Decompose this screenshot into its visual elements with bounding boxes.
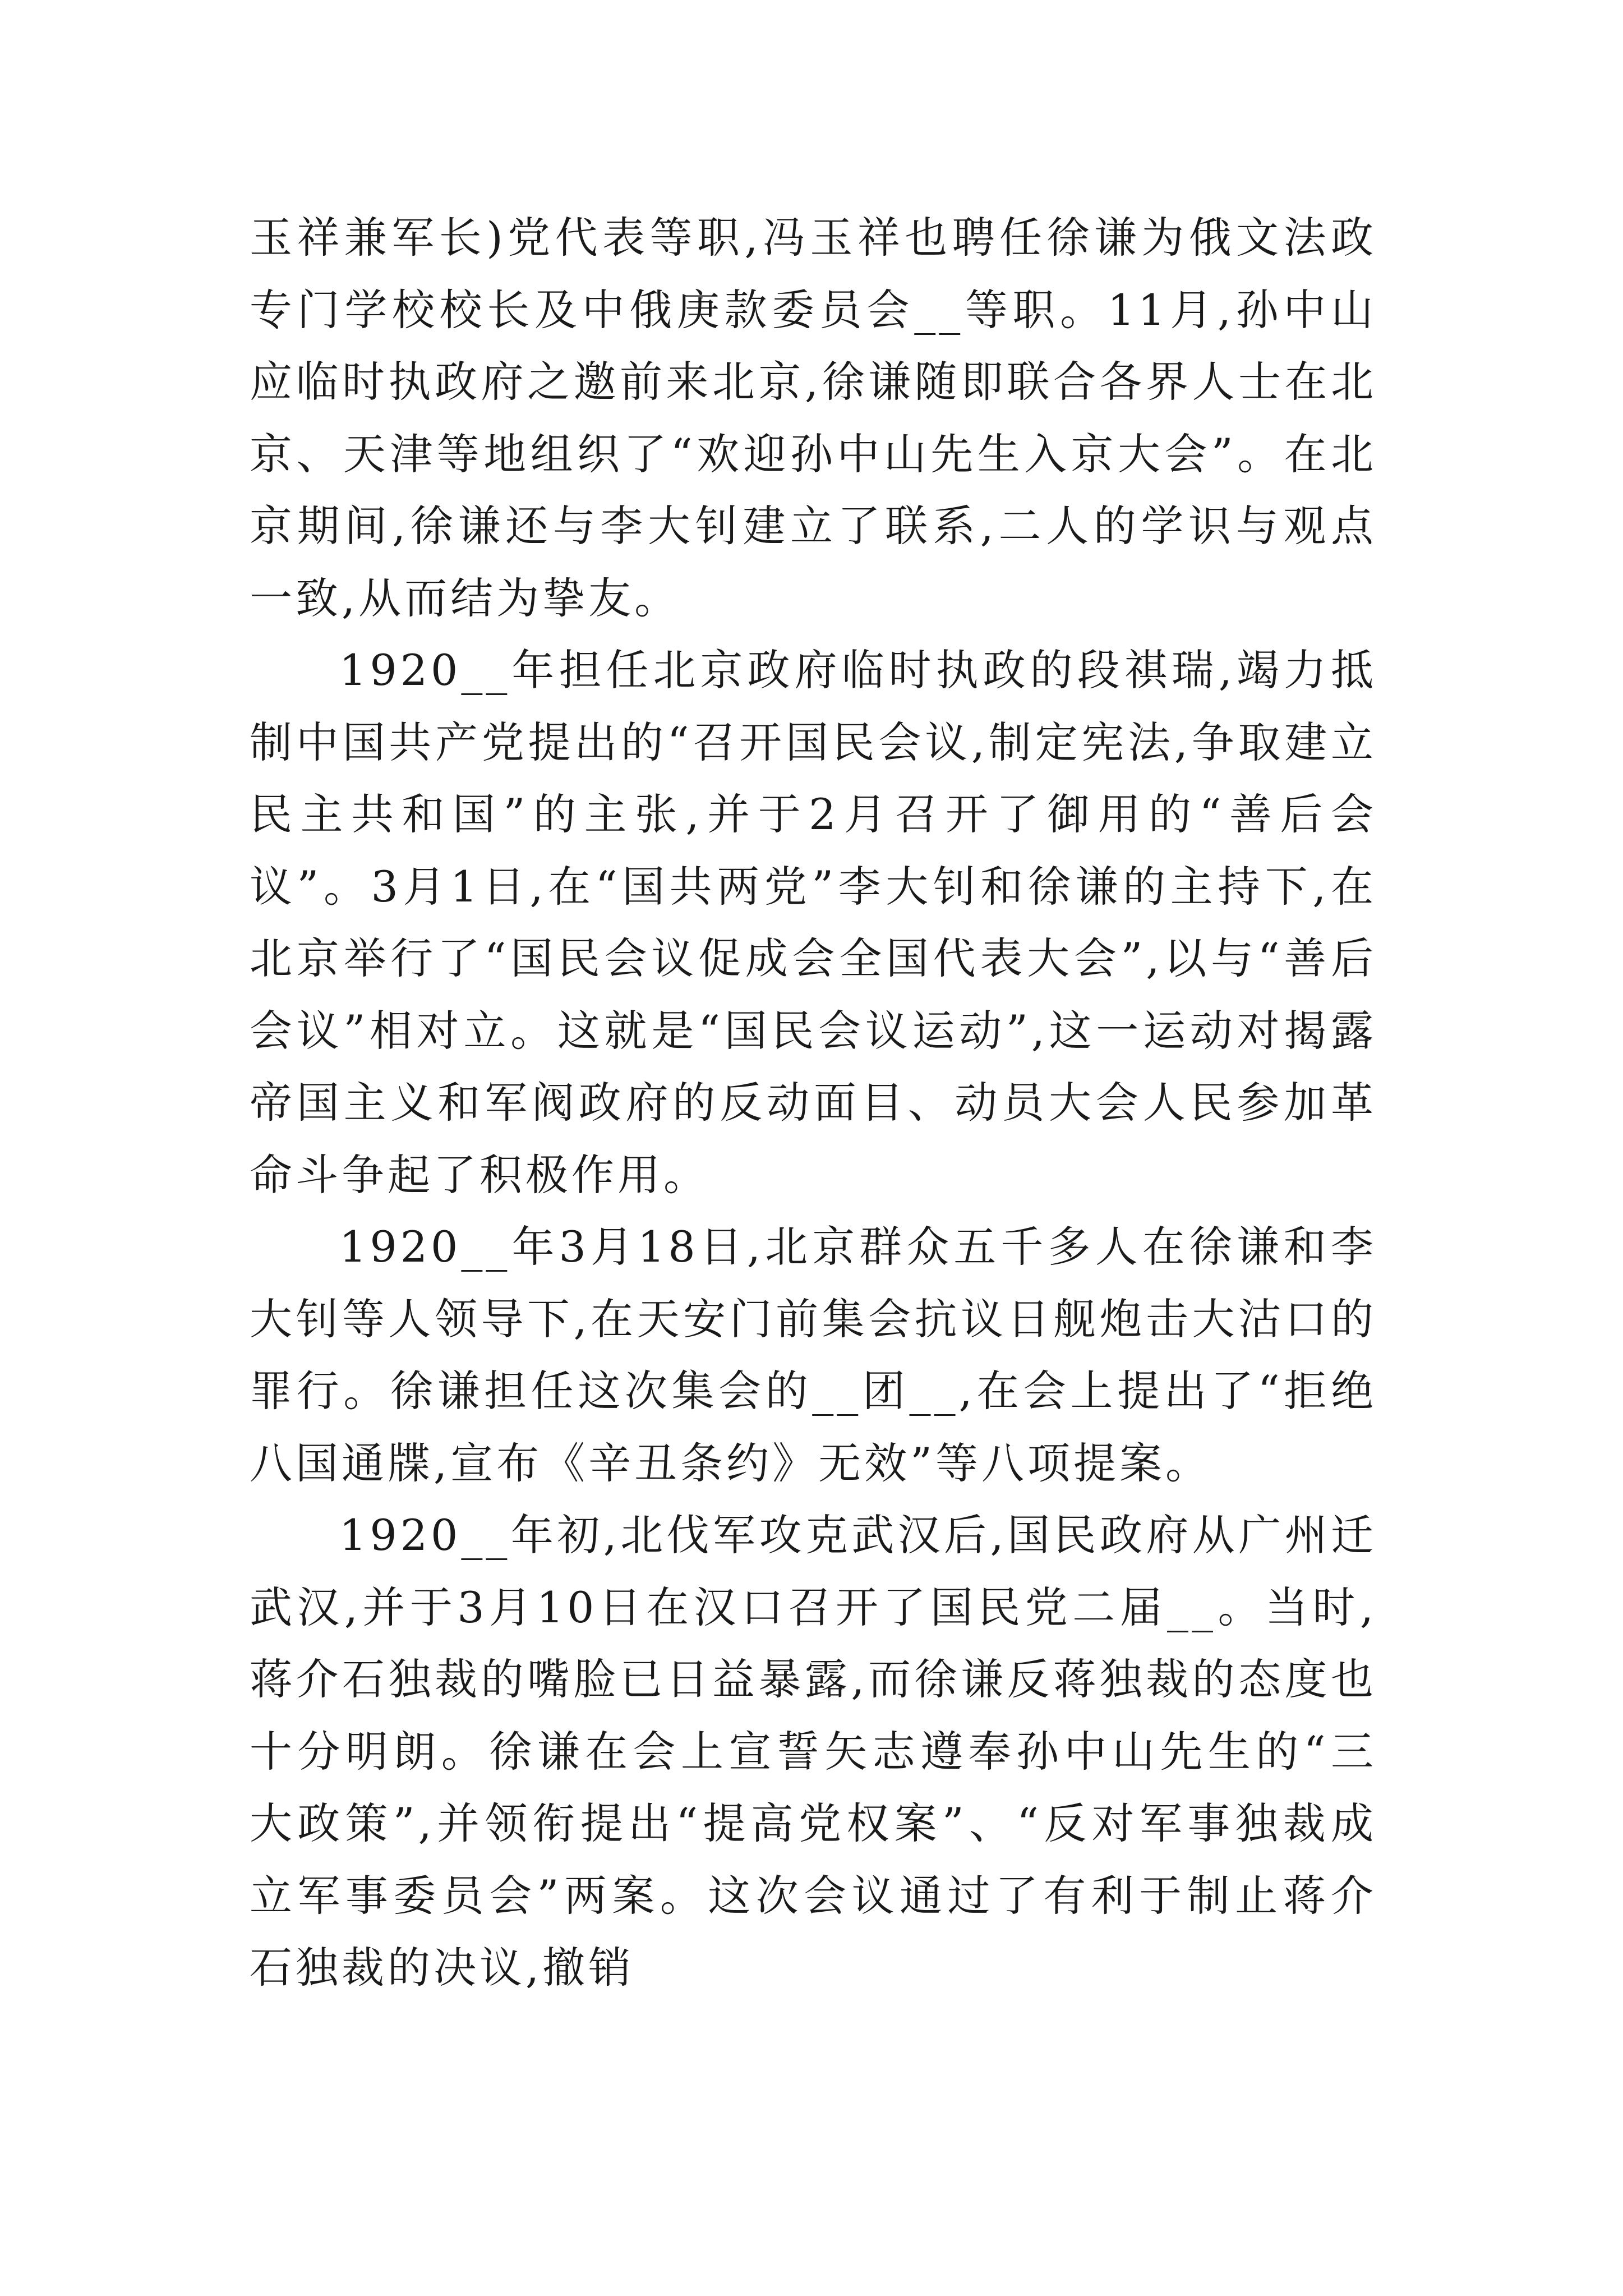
paragraph-4: 1920__年初,北伐军攻克武汉后,国民政府从广州迁武汉,并于3月10日在汉口召开了国民党二届__。当时,蒋介石独裁的嘴脸已日益暴露,而徐谦反蒋独裁的态度也十分明朗。徐谦在会上宣誓矢志遵奉孙中山先生的“三大政策”,并领衔提出“提高党权案”、“反对军事独裁成立军事委员会”两案。这次会议通过了有利于制止蒋介石独裁的决议,撤销 — [250, 1510, 1377, 1993]
paragraph-2: 1920__年担任北京政府临时执政的段祺瑞,竭力抵制中国共产党提出的“召开国民会议,制定宪法,争取建立民主共和国”的主张,并于2月召开了御用的“善后会议”。3月1日,在“国共两党”李大钊和徐谦的主持下,在北京举行了“国民会议促成会全国代表大会”,以与“善后会议”相对立。这就是“国民会议运动”,这一运动对揭露帝国主义和军阀政府的反动面目、动员大会人民参加革命斗争起了积极作用。 — [250, 645, 1377, 1200]
paragraph-3: 1920__年3月18日,北京群众五千多人在徐谦和李大钊等人领导下,在天安门前集会抗议日舰炮击大沽口的罪行。徐谦担任这次集会的__团__,在会上提出了“拒绝八国通牒,宣布《辛丑条约》无效”等八项提案。 — [250, 1222, 1377, 1488]
document-body — [250, 202, 1377, 2004]
paragraph-1: 玉祥兼军长)党代表等职,冯玉祥也聘任徐谦为俄文法政专门学校校长及中俄庚款委员会__等职。11月,孙中山应临时执政府之邀前来北京,徐谦随即联合各界人士在北京、天津等地组织了“欢迎孙中山先生入京大会”。在北京期间,徐谦还与李大钊建立了联系,二人的学识与观点一致,从而结为挚友。 — [250, 213, 1377, 623]
